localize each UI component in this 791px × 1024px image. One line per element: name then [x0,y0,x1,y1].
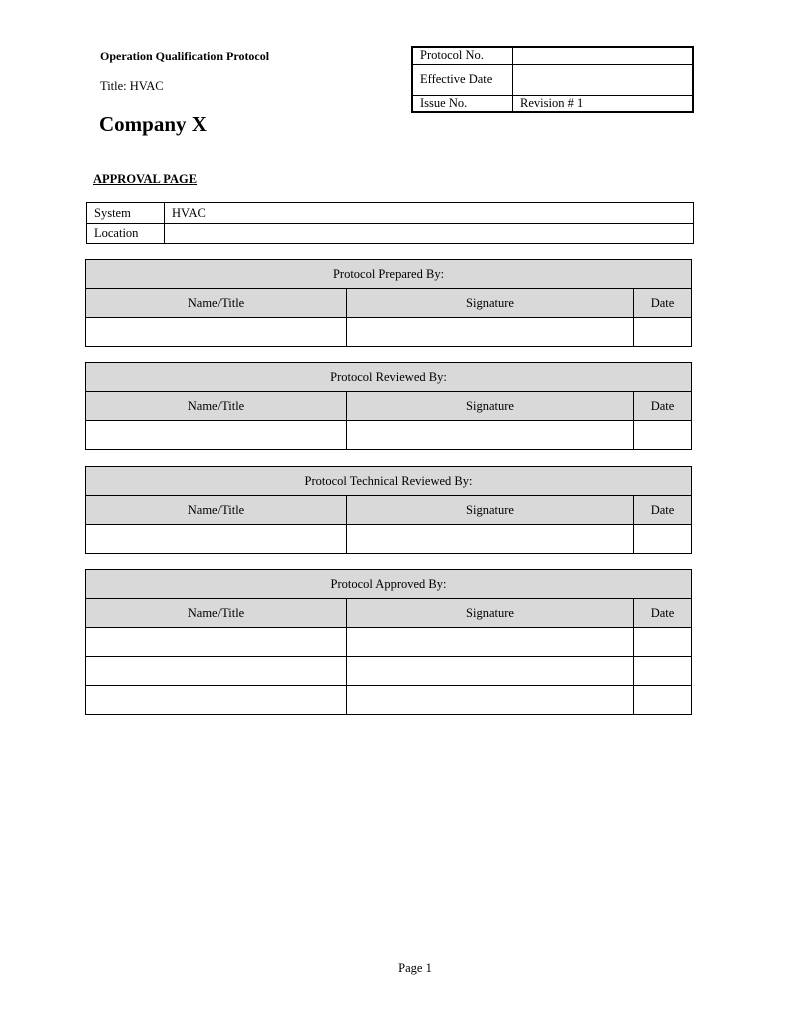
issue-no-value: Revision # 1 [513,95,694,112]
approval-page-heading: APPROVAL PAGE [93,172,198,186]
signature-cell[interactable] [347,421,634,450]
date-header: Date [634,289,692,318]
section-title: Protocol Technical Reviewed By: [86,467,692,496]
section-title: Protocol Reviewed By: [86,363,692,392]
location-value [165,224,694,244]
signature-cell[interactable] [347,628,634,657]
signature-row [86,628,692,657]
name-title-cell[interactable] [86,628,347,657]
date-header: Date [634,599,692,628]
name-title-cell[interactable] [86,421,347,450]
date-cell[interactable] [634,657,692,686]
date-cell[interactable] [634,686,692,715]
technical-reviewed-by-table [85,466,692,554]
signature-row [86,657,692,686]
location-label: Location [87,224,165,244]
name-title-cell[interactable] [86,318,347,347]
system-table [86,202,694,244]
signature-header: Signature [347,496,634,525]
name-title-header: Name/Title [86,496,347,525]
system-value: HVAC [165,203,694,224]
signature-header: Signature [347,392,634,421]
signature-header: Signature [347,599,634,628]
signature-cell[interactable] [347,318,634,347]
reviewed-by-table [85,362,692,450]
system-label: System [87,203,165,224]
name-title-header: Name/Title [86,289,347,318]
signature-cell[interactable] [347,686,634,715]
protocol-meta-table [411,46,694,113]
signature-cell[interactable] [347,657,634,686]
protocol-no-label: Protocol No. [412,47,513,64]
name-title-header: Name/Title [86,392,347,421]
company-name: Company X [99,112,207,136]
name-title-header: Name/Title [86,599,347,628]
issue-no-label: Issue No. [412,95,513,112]
signature-header: Signature [347,289,634,318]
effective-date-value [513,64,694,95]
date-header: Date [634,392,692,421]
date-cell[interactable] [634,318,692,347]
date-cell[interactable] [634,421,692,450]
section-title: Protocol Prepared By: [86,260,692,289]
approved-by-table [85,569,692,715]
effective-date-label: Effective Date [412,64,513,95]
page-number: Page 1 [398,961,432,975]
prepared-by-table [85,259,692,347]
section-title: Protocol Approved By: [86,570,692,599]
signature-row [86,525,692,554]
protocol-no-value [513,47,694,64]
document-title: Operation Qualification Protocol [100,49,270,63]
signature-cell[interactable] [347,525,634,554]
date-cell[interactable] [634,525,692,554]
signature-row [86,686,692,715]
date-header: Date [634,496,692,525]
date-cell[interactable] [634,628,692,657]
signature-row [86,318,692,347]
signature-row [86,421,692,450]
name-title-cell[interactable] [86,686,347,715]
document-subject: Title: HVAC [100,79,164,93]
name-title-cell[interactable] [86,657,347,686]
name-title-cell[interactable] [86,525,347,554]
